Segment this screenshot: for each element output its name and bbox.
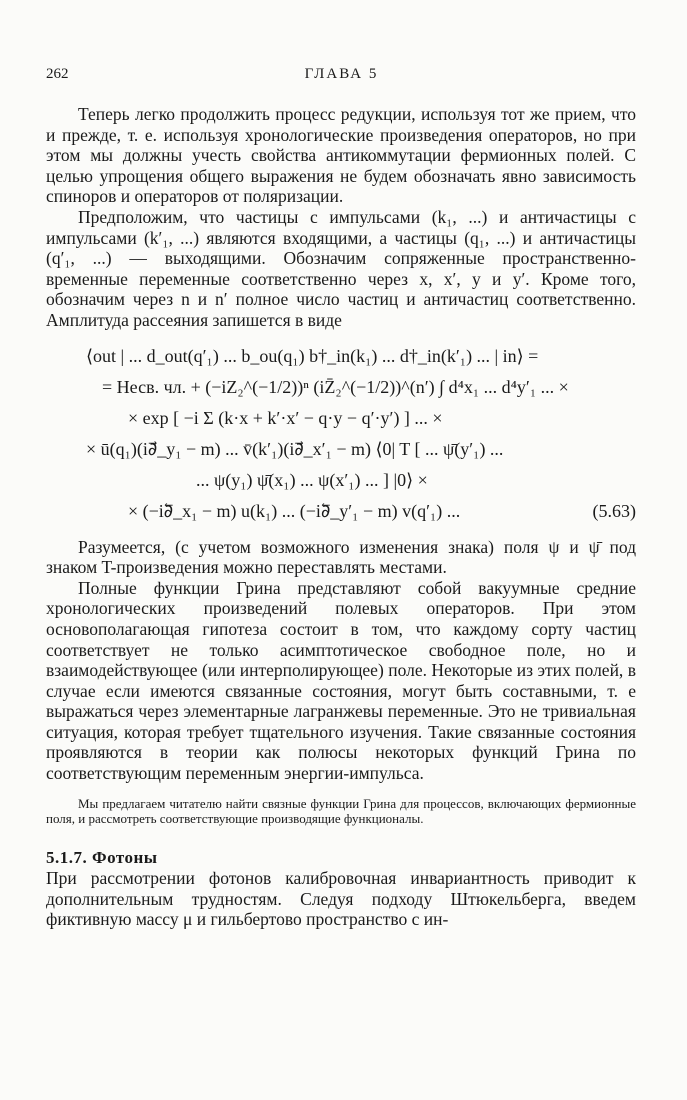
equation-line-3: × exp [ −i Σ (k·x + k′·x′ − q·y − q′·y′) ] ... × <box>128 407 443 428</box>
equation-5-63 <box>46 341 636 527</box>
paragraph-5: При рассмотрении фотонов калибровочная инвариантность приводит к дополнительным трудностям. Следуя подходу Штюкельберга, введем фиктивную массу μ и гильбертово пространство с ин- <box>46 868 636 930</box>
page-number: 262 <box>46 66 69 82</box>
equation-number: (5.63) <box>592 500 636 521</box>
equation-line-4: × ū(q₁)(i∂⃗_y₁ − m) ... v̄(k′₁)(i∂⃗_x′₁ − m) ⟨0| T [ ... ψ̄(y′₁) ... <box>86 438 504 459</box>
equation-line-1: ⟨out | ... d_out(q′₁) ... b_ou(q₁) b†_in(k₁) ... d†_in(k′₁) ... | in⟩ = <box>86 345 539 366</box>
paragraph-2: Предположим, что частицы с импульсами (k₁, ...) и античастицы с импульсами (k′₁, ...) являются входящими, а частицы (q₁, ...) и античастицы (q′₁, ...) — выходящими. Обозначим сопряженные пространственно-временные переменные соответственно через x, x′, y и y′. Кроме того, обозначим через n и n′ полное число частиц и античастиц соответственно. Амплитуда рассеяния запишется в виде <box>46 206 636 330</box>
footnote-exercise: Мы предлагаем читателю найти связные функции Грина для процессов, включающих фермионные поля, и рассмотреть соответствующие производящие функционалы. <box>46 795 636 826</box>
paragraph-4: Полные функции Грина представляют собой вакуумные средние хронологических произведений полевых операторов. При этом основополагающая гипотеза состоит в том, что каждому сорту частиц соответствует не только асимптотическое свободное поле, но и взаимодействующее (или интерполирующее) поле. Некоторые из этих полей, в случае если имеются связанные состояния, могут быть составными, т. е выражаться через элементарные лагранжевы переменные. Это не тривиальная ситуация, которая требует тщательного изучения. Такие связанные состояния проявляются в теории как полюсы некоторых функций Грина по соответствующим переменным энергии-импульса. <box>46 577 636 784</box>
paragraph-3: Разумеется, (с учетом возможного изменения знака) поля ψ и ψ̄ под знаком T-произведения можно переставлять местами. <box>46 536 636 578</box>
equation-line-6 <box>46 496 636 527</box>
equation-line-6-text: × (−i∂⃖_x₁ − m) u(k₁) ... (−i∂⃖_y′₁ − m) v(q′₁) ... <box>128 500 461 521</box>
equation-line-2: = Несв. чл. + (−iZ₂^(−1/2))ⁿ (iZ̄₂^(−1/2))^(n′) ∫ d⁴x₁ ... d⁴y′₁ ... × <box>102 376 569 397</box>
paragraph-1: Теперь легко продолжить процесс редукции, используя тот же прием, что и прежде, т. е. используя хронологические произведения операторов, но при этом мы должны учесть свойства антикоммутации фермионных полей. С целью упрощения общего выражения не будем обозначать явно зависимость спиноров и операторов от поляризации. <box>46 104 636 207</box>
section-title: 5.1.7. Фотоны <box>46 847 158 867</box>
page-header <box>46 66 637 88</box>
equation-line-5: ... ψ(y₁) ψ̄(x₁) ... ψ(x′₁) ... ] |0⟩ × <box>196 469 428 490</box>
running-head: ГЛАВА 5 <box>304 66 379 82</box>
page-body <box>46 104 636 930</box>
